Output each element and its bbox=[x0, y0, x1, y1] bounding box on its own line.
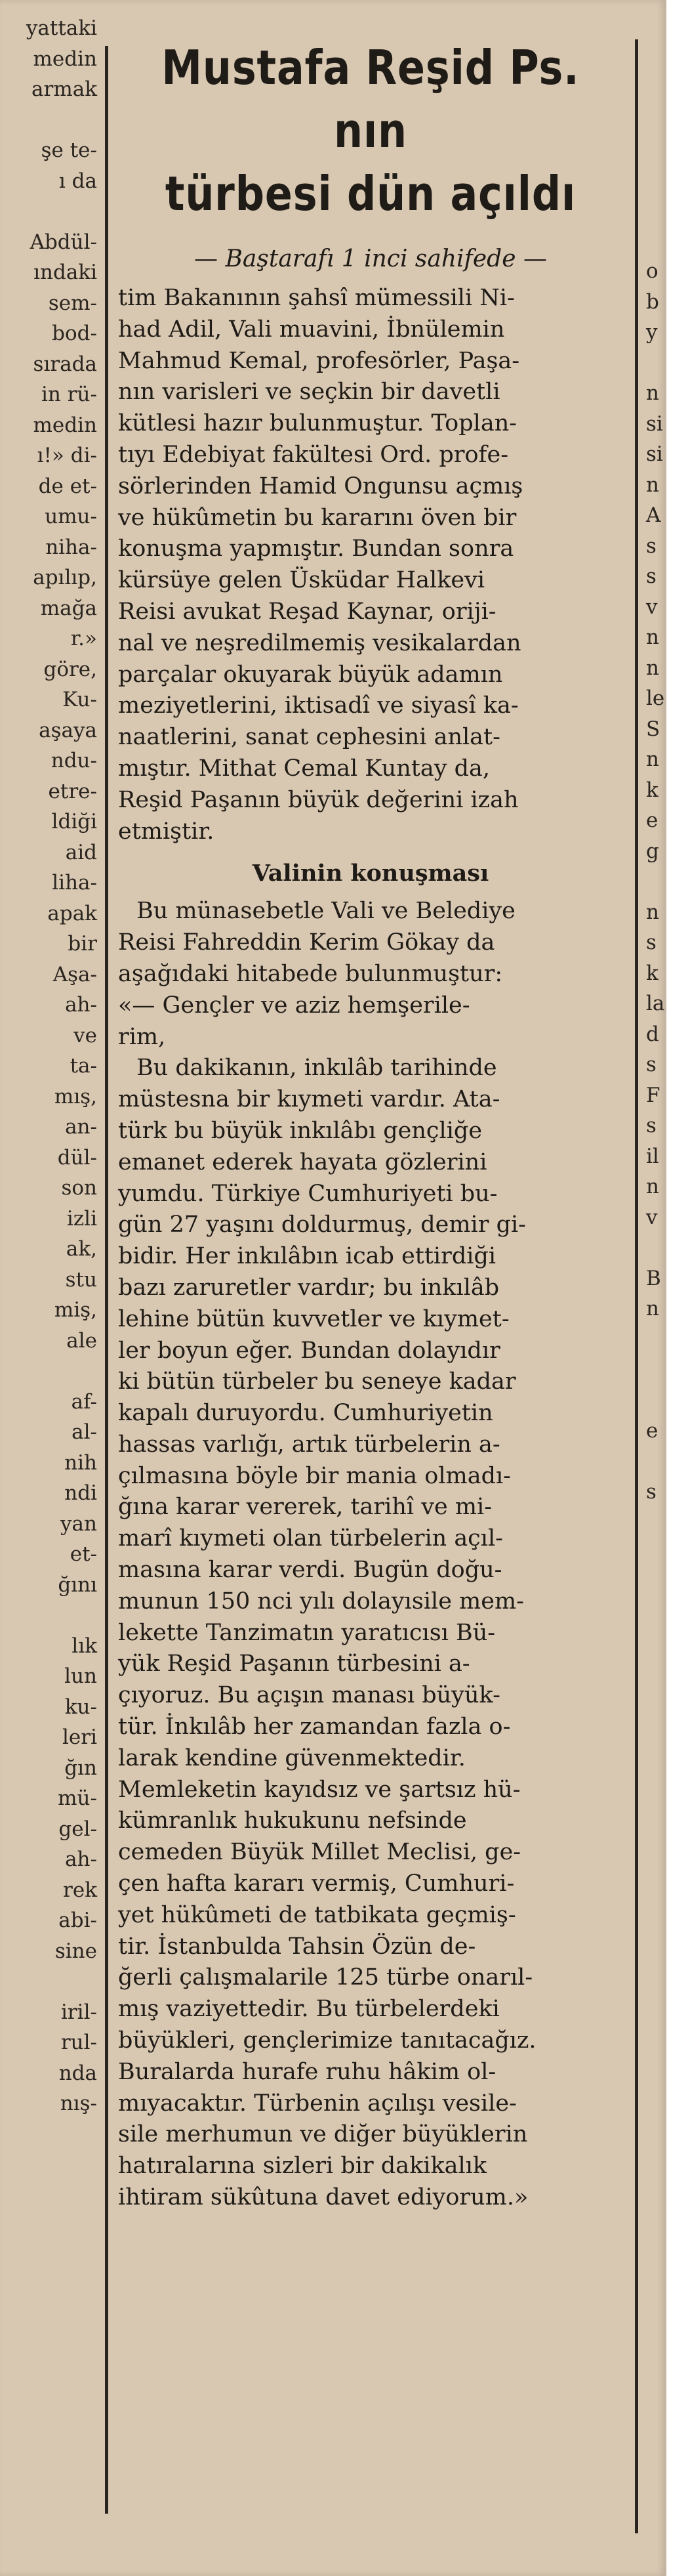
speech-line: hassas varlığı, artık türbelerin a- bbox=[118, 1431, 500, 1458]
right-fragment: la bbox=[646, 992, 665, 1015]
speech-line: çılmasına böyle bir mania olmadı- bbox=[118, 1462, 511, 1489]
article-line: tıyı Edebiyat fakültesi Ord. profe- bbox=[118, 441, 509, 468]
left-fragment: abi- bbox=[58, 1909, 97, 1932]
right-fragment: s bbox=[646, 1480, 657, 1504]
left-fragment: apılıp, bbox=[33, 566, 97, 589]
speech-line: kapalı duruyordu. Cumhuriyetin bbox=[118, 1400, 493, 1427]
right-fragment: s bbox=[646, 1114, 657, 1137]
left-fragment: stu bbox=[65, 1267, 97, 1292]
left-fragment: ah- bbox=[65, 1848, 97, 1871]
speech-line: emanet ederek hayata gözlerini bbox=[118, 1149, 487, 1175]
left-fragment: göre, bbox=[43, 657, 97, 681]
right-fragment: k bbox=[646, 778, 658, 802]
speech-line: büyükleri, gençlerimize tanıtacağız. bbox=[118, 2027, 536, 2054]
left-fragment: ndi bbox=[64, 1481, 97, 1505]
right-fragment: n bbox=[646, 656, 659, 680]
left-fragment: Abdül- bbox=[30, 230, 97, 254]
left-fragment: mağa bbox=[40, 596, 97, 620]
column-rule-right bbox=[635, 39, 638, 2533]
article bbox=[118, 36, 623, 2214]
right-fragment: b bbox=[646, 289, 659, 314]
article-line: parçalar okuyarak büyük adamın bbox=[118, 661, 503, 688]
speech-line: ler boyun eğer. Bundan dolayıdır bbox=[118, 1337, 500, 1364]
article-line: meziyetlerini, iktisadî ve siyasî ka- bbox=[118, 692, 519, 719]
left-fragment: ı!» di- bbox=[37, 444, 97, 467]
right-fragment: d bbox=[646, 1022, 659, 1046]
left-fragment: ah- bbox=[65, 993, 97, 1017]
headline-line-1: Mustafa Reşid Ps. nın bbox=[161, 40, 580, 158]
article-headline bbox=[153, 36, 588, 225]
left-fragment: aşaya bbox=[39, 718, 97, 742]
right-fragment: e bbox=[646, 809, 658, 832]
right-fragment: S bbox=[646, 717, 660, 741]
speech-line: mıyacaktır. Türbenin açılışı vesile- bbox=[118, 2090, 517, 2117]
right-fragment: o bbox=[646, 259, 658, 283]
left-fragment: in rü- bbox=[41, 383, 97, 406]
speech-line: bazı zaruretler vardır; bu inkılâb bbox=[118, 1274, 500, 1301]
speech-line: ki bütün türbeler bu seneye kadar bbox=[118, 1368, 516, 1395]
left-fragment: miş, bbox=[54, 1298, 97, 1322]
article-line: kürsüye gelen Üsküdar Halkevi bbox=[118, 567, 485, 594]
left-fragment: ta- bbox=[70, 1054, 97, 1078]
left-fragment: ve bbox=[73, 1023, 97, 1047]
article-line: sörlerinden Hamid Ongunsu açmış bbox=[118, 473, 523, 499]
left-fragment bbox=[0, 1966, 97, 1997]
article-line: naatlerini, sanat cephesini anlat- bbox=[118, 724, 500, 751]
left-fragment: sem- bbox=[48, 291, 97, 315]
right-fragment: n bbox=[646, 748, 659, 771]
speech-line: türk bu büyük inkılâbı gençliğe bbox=[118, 1117, 483, 1144]
right-fragment: n bbox=[646, 625, 659, 649]
article-line: Reşid Paşanın büyük değerini izah bbox=[118, 786, 519, 813]
left-fragment: apak bbox=[47, 901, 97, 925]
left-fragment: yan bbox=[60, 1511, 97, 1536]
right-fragment: s bbox=[646, 534, 657, 558]
vali-intro-line: «— Gençler ve aziz hemşerile- bbox=[118, 992, 470, 1019]
right-fragment: si bbox=[646, 442, 663, 466]
left-fragment: niha- bbox=[45, 535, 97, 559]
right-fragment bbox=[646, 1233, 666, 1263]
right-fragment: si bbox=[646, 412, 663, 436]
left-fragment: etre- bbox=[48, 779, 97, 803]
speech-line: bidir. Her inkılâbın icab ettirdiği bbox=[118, 1243, 496, 1270]
left-fragment: rul- bbox=[60, 2031, 97, 2054]
left-fragment: nış- bbox=[60, 2092, 97, 2115]
article-intro bbox=[118, 283, 623, 847]
right-fragment: v bbox=[646, 1205, 658, 1229]
section-subhead: Valinin konuşması bbox=[252, 860, 489, 887]
left-fragment: şe te- bbox=[41, 138, 97, 162]
left-fragment: mü- bbox=[58, 1786, 97, 1810]
right-fragment: F bbox=[646, 1083, 660, 1107]
right-fragment: g bbox=[646, 839, 659, 863]
article-line: nal ve neşredilmemiş vesikalardan bbox=[118, 629, 521, 656]
right-fragment bbox=[646, 1355, 666, 1385]
right-fragment: n bbox=[646, 381, 659, 405]
article-line: konuşma yapmıştır. Bundan sonra bbox=[118, 536, 514, 562]
speech-line: çen hafta kararı vermiş, Cumhuri- bbox=[118, 1870, 515, 1897]
left-fragment: medin bbox=[33, 47, 97, 71]
left-fragment: lık bbox=[71, 1634, 97, 1658]
vali-intro bbox=[118, 896, 623, 1053]
left-fragment: sırada bbox=[33, 352, 97, 376]
right-fragment: B bbox=[646, 1266, 661, 1290]
column-rule-left bbox=[105, 46, 108, 2514]
speech-line: masına karar verdi. Bugün doğu- bbox=[118, 1557, 502, 1584]
speech-line: çıyoruz. Bu açışın manası büyük- bbox=[118, 1682, 500, 1709]
adjacent-column-left bbox=[0, 13, 97, 2119]
right-fragment: le bbox=[646, 686, 665, 710]
left-fragment: ak, bbox=[66, 1237, 97, 1261]
left-fragment bbox=[0, 196, 97, 227]
right-fragment bbox=[646, 1324, 666, 1355]
left-fragment: r.» bbox=[70, 627, 97, 650]
speech-line: müstesna bir kıymeti vardır. Ata- bbox=[118, 1086, 500, 1113]
article-line: Reisi avukat Reşad Kaynar, oriji- bbox=[118, 598, 496, 625]
speech-line: mış vaziyettedir. Bu türbelerdeki bbox=[118, 1996, 500, 2023]
adjacent-column-right bbox=[646, 256, 666, 1508]
right-fragment: n bbox=[646, 900, 659, 924]
left-fragment: ğını bbox=[58, 1573, 97, 1597]
left-fragment: armak bbox=[31, 77, 97, 101]
right-fragment: s bbox=[646, 564, 657, 588]
right-fragment: s bbox=[646, 931, 657, 954]
speech-line: yumdu. Türkiye Cumhuriyeti bu- bbox=[118, 1180, 498, 1207]
left-fragment: sine bbox=[54, 1939, 97, 1963]
speech-line: ihtiram sükûtuna davet ediyorum.» bbox=[118, 2184, 529, 2211]
left-fragment: gel- bbox=[58, 1817, 97, 1841]
left-fragment: bir bbox=[68, 932, 97, 956]
article-line: etmiştir. bbox=[118, 818, 214, 845]
speech-line: ğerli çalışmalarile 125 türbe onarıl- bbox=[118, 1964, 533, 1991]
left-fragment: ldiği bbox=[51, 810, 97, 834]
left-fragment bbox=[0, 1600, 97, 1631]
left-fragment: nih bbox=[64, 1450, 97, 1475]
speech-line: gün 27 yaşını doldurmuş, demir gi- bbox=[118, 1212, 527, 1238]
speech-line: ğına karar vererek, tarihî ve mi- bbox=[118, 1494, 493, 1521]
left-fragment: umu- bbox=[45, 505, 97, 528]
left-fragment: de et- bbox=[38, 474, 97, 498]
left-fragment: liha- bbox=[52, 871, 97, 895]
speech-line: Memleketin kayıdsız ve şartsız hü- bbox=[118, 1776, 521, 1803]
right-fragment: e bbox=[646, 1419, 658, 1443]
left-fragment: nda bbox=[58, 2061, 97, 2085]
right-fragment: il bbox=[646, 1144, 659, 1168]
speech-line: sile merhumun ve diğer büyüklerin bbox=[118, 2121, 528, 2148]
speech-line: tür. İnkılâb her zamandan fazla o- bbox=[118, 1714, 511, 1741]
speech-line: hatıralarına sizleri bir dakikalık bbox=[118, 2153, 487, 2180]
right-fragment: n bbox=[646, 473, 659, 497]
left-fragment: ale bbox=[66, 1328, 97, 1353]
article-line: ve hükûmetin bu kararını öven bir bbox=[118, 504, 517, 531]
left-fragment: ku- bbox=[64, 1695, 97, 1719]
left-fragment: lun bbox=[64, 1664, 97, 1688]
right-fragment: n bbox=[646, 1175, 659, 1198]
left-fragment: Aşa- bbox=[52, 962, 97, 986]
left-fragment: ındaki bbox=[33, 261, 97, 284]
vali-intro-line: Reisi Fahreddin Kerim Gökay da bbox=[118, 929, 495, 956]
left-fragment: ndu- bbox=[51, 749, 97, 772]
vali-intro-line: Bu münasebetle Vali ve Belediye bbox=[136, 898, 516, 925]
left-fragment: aid bbox=[65, 840, 97, 864]
headline-line-2: türbesi dün açıldı bbox=[165, 166, 577, 221]
left-fragment: et- bbox=[70, 1542, 97, 1566]
speech-line: lekette Tanzimatın yaratıcısı Bü- bbox=[118, 1619, 496, 1646]
right-fragment: A bbox=[646, 503, 661, 527]
left-fragment: ğın bbox=[64, 1756, 97, 1780]
right-fragment: k bbox=[646, 961, 658, 985]
right-fragment: s bbox=[646, 1053, 657, 1076]
speech-line: kümranlık hukukunu nefsinde bbox=[118, 1807, 467, 1834]
article-line: mıştır. Mithat Cemal Kuntay da, bbox=[118, 755, 490, 782]
left-fragment bbox=[0, 1356, 97, 1387]
left-fragment: bod- bbox=[52, 322, 97, 345]
speech-text bbox=[118, 1053, 623, 2213]
speech-line: munun 150 nci yılı dolayısile mem- bbox=[118, 1588, 524, 1615]
continuation-note: — Baştarafı 1 inci sahifede — bbox=[194, 245, 547, 272]
speech-line: Bu dakikanın, inkılâb tarihinde bbox=[136, 1055, 497, 1082]
right-fragment: v bbox=[646, 595, 658, 619]
left-fragment: izli bbox=[66, 1206, 97, 1231]
speech-line: yet hükûmeti de tatbikata geçmiş- bbox=[118, 1901, 516, 1928]
speech-line: cemeden Büyük Millet Meclisi, ge- bbox=[118, 1839, 521, 1866]
article-line: Mahmud Kemal, profesörler, Paşa- bbox=[118, 347, 520, 374]
speech-line: larak kendine güvenmektedir. bbox=[118, 1744, 466, 1771]
speech-line: marî kıymeti olan türbelerin açıl- bbox=[118, 1525, 504, 1552]
left-fragment bbox=[0, 105, 97, 136]
left-fragment: yattaki bbox=[26, 16, 97, 40]
speech-line: yük Reşid Paşanın türbesini a- bbox=[118, 1651, 470, 1678]
right-fragment bbox=[646, 1446, 666, 1477]
right-fragment: n bbox=[646, 1297, 659, 1320]
left-fragment: mış, bbox=[54, 1084, 97, 1109]
left-fragment: leri bbox=[62, 1725, 97, 1749]
left-fragment: al- bbox=[71, 1420, 97, 1444]
speech-line: tir. İstanbulda Tahsin Özün de- bbox=[118, 1933, 476, 1960]
article-line: nın varisleri ve seçkin bir davetli bbox=[118, 379, 500, 406]
left-fragment: an- bbox=[65, 1115, 97, 1139]
speech-line: Buralarda hurafe ruhu hâkim ol- bbox=[118, 2058, 496, 2085]
left-fragment: Ku- bbox=[62, 688, 97, 711]
left-fragment: af- bbox=[71, 1389, 97, 1414]
left-fragment: medin bbox=[33, 413, 97, 437]
right-fragment: y bbox=[646, 320, 658, 344]
vali-intro-line: aşağıdaki hitabede bulunmuştur: bbox=[118, 960, 503, 987]
article-line: kütlesi hazır bulunmuştur. Toplan- bbox=[118, 410, 517, 437]
article-line: had Adil, Vali muavini, İbnülemin bbox=[118, 316, 505, 343]
vali-intro-line: rim, bbox=[118, 1023, 166, 1050]
speech-line: lehine bütün kuvvetler ve kıymet- bbox=[118, 1305, 510, 1332]
left-fragment: son bbox=[61, 1176, 97, 1200]
right-fragment bbox=[646, 348, 666, 379]
left-fragment: rek bbox=[63, 1878, 97, 1902]
right-fragment bbox=[646, 866, 666, 897]
article-line: tim Bakanının şahsî mümessili Ni- bbox=[118, 285, 515, 311]
left-fragment: dül- bbox=[57, 1145, 97, 1170]
right-fragment bbox=[646, 1385, 666, 1416]
left-fragment: ı da bbox=[58, 169, 97, 193]
left-fragment: iril- bbox=[60, 2000, 97, 2024]
